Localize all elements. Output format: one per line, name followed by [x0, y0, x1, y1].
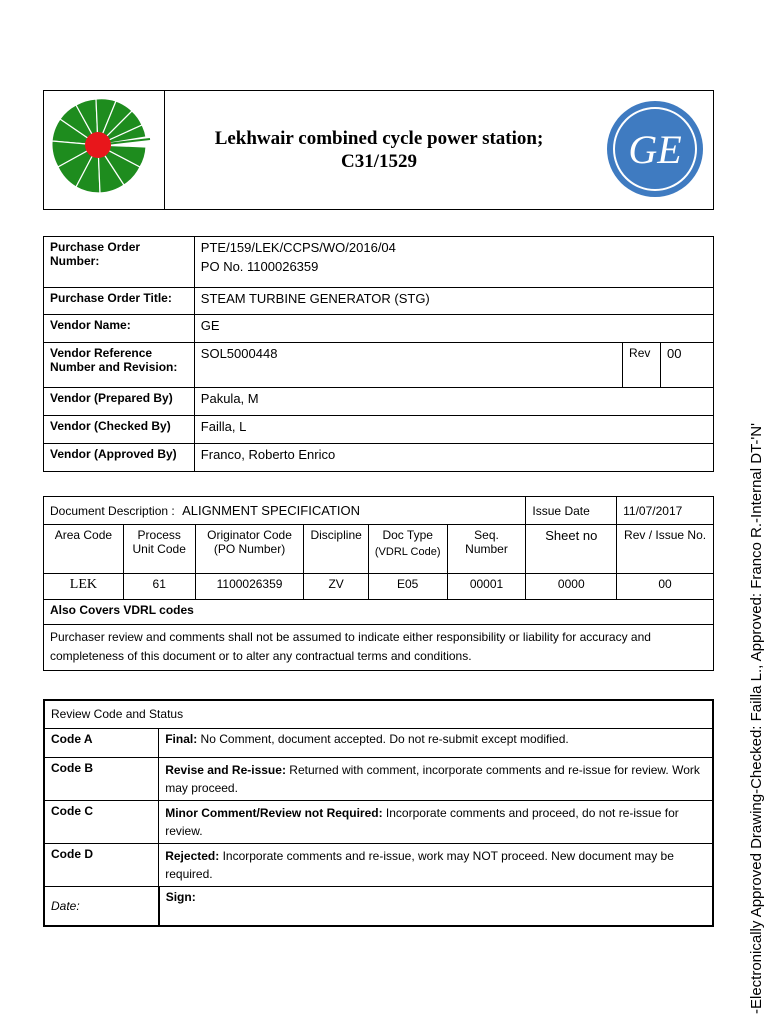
issue-date-label: Issue Date	[526, 497, 617, 525]
document-description-label: Document Description :	[50, 504, 175, 518]
doc-type-header-label: Doc Type	[382, 528, 433, 542]
table-row	[44, 800, 713, 843]
document-title	[164, 91, 594, 209]
also-covers-vdrl: Also Covers VDRL codes	[44, 600, 714, 625]
table-row	[44, 315, 714, 343]
purchase-order-table	[43, 236, 714, 472]
sheet-no-value: 0000	[526, 574, 617, 600]
code-a-status: Final:	[165, 731, 198, 746]
code-c-text: Incorporate comments and proceed, do not re-issue for review.	[165, 805, 679, 838]
doc-type-header-sub: (VDRL Code)	[374, 546, 441, 558]
doc-type-header	[368, 525, 447, 574]
rev-value: 00	[661, 343, 714, 388]
code-a-description	[159, 728, 713, 757]
checked-by-value: Failla, L	[194, 416, 713, 444]
vendor-name-value: GE	[194, 315, 713, 343]
po-number-label: Purchase Order Number:	[44, 237, 195, 288]
disclaimer: Purchaser review and comments shall not be assumed to indicate either responsibility or liability for accuracy and completeness of this document or to alter any contractual terms and conditions.	[44, 625, 714, 671]
table-row	[44, 444, 714, 472]
table-row	[44, 525, 714, 574]
doc-type-value: E05	[368, 574, 447, 600]
po-number-value	[194, 237, 713, 288]
area-code-header: Area Code	[44, 525, 124, 574]
code-d-status: Rejected:	[165, 848, 220, 863]
table-row	[44, 237, 714, 288]
review-title: Review Code and Status	[44, 700, 713, 728]
document-description-value: ALIGNMENT SPECIFICATION	[182, 503, 360, 518]
code-b-status: Revise and Re-issue:	[165, 762, 286, 777]
code-c-status: Minor Comment/Review not Required:	[165, 805, 383, 820]
area-code-value: LEK	[44, 574, 124, 600]
table-row	[44, 625, 714, 671]
rev-issue-header: Rev / Issue No.	[617, 525, 714, 574]
code-c-label: Code C	[44, 800, 159, 843]
sheet-no-header: Sheet no	[526, 525, 617, 574]
review-code-table	[43, 699, 714, 927]
code-b-description	[159, 757, 713, 800]
table-row	[44, 497, 714, 525]
po-title-label: Purchase Order Title:	[44, 288, 195, 315]
originator-code-header: Originator Code (PO Number)	[195, 525, 304, 574]
rev-label: Rev	[623, 343, 661, 388]
po-number-line-1: PTE/159/LEK/CCPS/WO/2016/04	[200, 240, 396, 255]
table-row	[44, 728, 713, 757]
company-logo	[50, 97, 160, 197]
originator-code-value: 1100026359	[195, 574, 304, 600]
table-row	[44, 886, 713, 926]
process-unit-code-value: 61	[123, 574, 195, 600]
vendor-reference-value: SOL5000448	[194, 343, 622, 388]
table-row	[44, 416, 714, 444]
approved-by-value: Franco, Roberto Enrico	[194, 444, 713, 472]
table-row	[44, 700, 713, 728]
table-row	[44, 600, 714, 625]
po-title-value: STEAM TURBINE GENERATOR (STG)	[194, 288, 713, 315]
table-row	[44, 288, 714, 315]
svg-text:GE: GE	[628, 127, 682, 172]
code-d-text: Incorporate comments and re-issue, work may NOT proceed. New document may be required.	[165, 848, 674, 881]
code-b-label: Code B	[44, 757, 159, 800]
table-row	[44, 343, 714, 388]
po-number-line-2: PO No. 1100026359	[200, 259, 319, 274]
title-line-1: Lekhwair combined cycle power station;	[214, 128, 544, 149]
document-description	[44, 497, 526, 525]
code-b-text: Returned with comment, incorporate comments and re-issue for review. Work may proceed.	[165, 762, 700, 795]
issue-date-value: 11/07/2017	[617, 497, 714, 525]
table-row	[44, 388, 714, 416]
prepared-by-label: Vendor (Prepared By)	[44, 388, 195, 416]
prepared-by-value: Pakula, M	[194, 388, 713, 416]
code-a-text: No Comment, document accepted. Do not re-submit except modified.	[197, 731, 569, 746]
table-row	[44, 757, 713, 800]
code-a-label: Code A	[44, 728, 159, 757]
seq-number-value: 00001	[447, 574, 526, 600]
company-logo-cell	[44, 91, 165, 209]
approval-stamp: -Electronically Approved Drawing-Checked: Failla L., Approved: Franco R.-Internal DT-'N'	[748, 423, 765, 1014]
table-row	[44, 843, 713, 886]
code-d-description	[159, 843, 713, 886]
ge-logo	[605, 99, 705, 199]
document-details-table	[43, 496, 714, 671]
code-d-label: Code D	[44, 843, 159, 886]
discipline-header: Discipline	[304, 525, 368, 574]
seq-number-header: Seq. Number	[447, 525, 526, 574]
vendor-reference-label: Vendor Reference Number and Revision:	[44, 343, 195, 388]
process-unit-code-header: Process Unit Code	[123, 525, 195, 574]
sign-field[interactable]: Sign:	[159, 886, 713, 926]
checked-by-label: Vendor (Checked By)	[44, 416, 195, 444]
discipline-value: ZV	[304, 574, 368, 600]
date-field[interactable]: Date:	[44, 886, 159, 926]
title-line-2: C31/1529	[341, 151, 417, 172]
approved-by-label: Vendor (Approved By)	[44, 444, 195, 472]
document-header	[43, 90, 714, 210]
code-c-description	[159, 800, 713, 843]
rev-issue-value: 00	[617, 574, 714, 600]
vendor-name-label: Vendor Name:	[44, 315, 195, 343]
table-row	[44, 574, 714, 600]
